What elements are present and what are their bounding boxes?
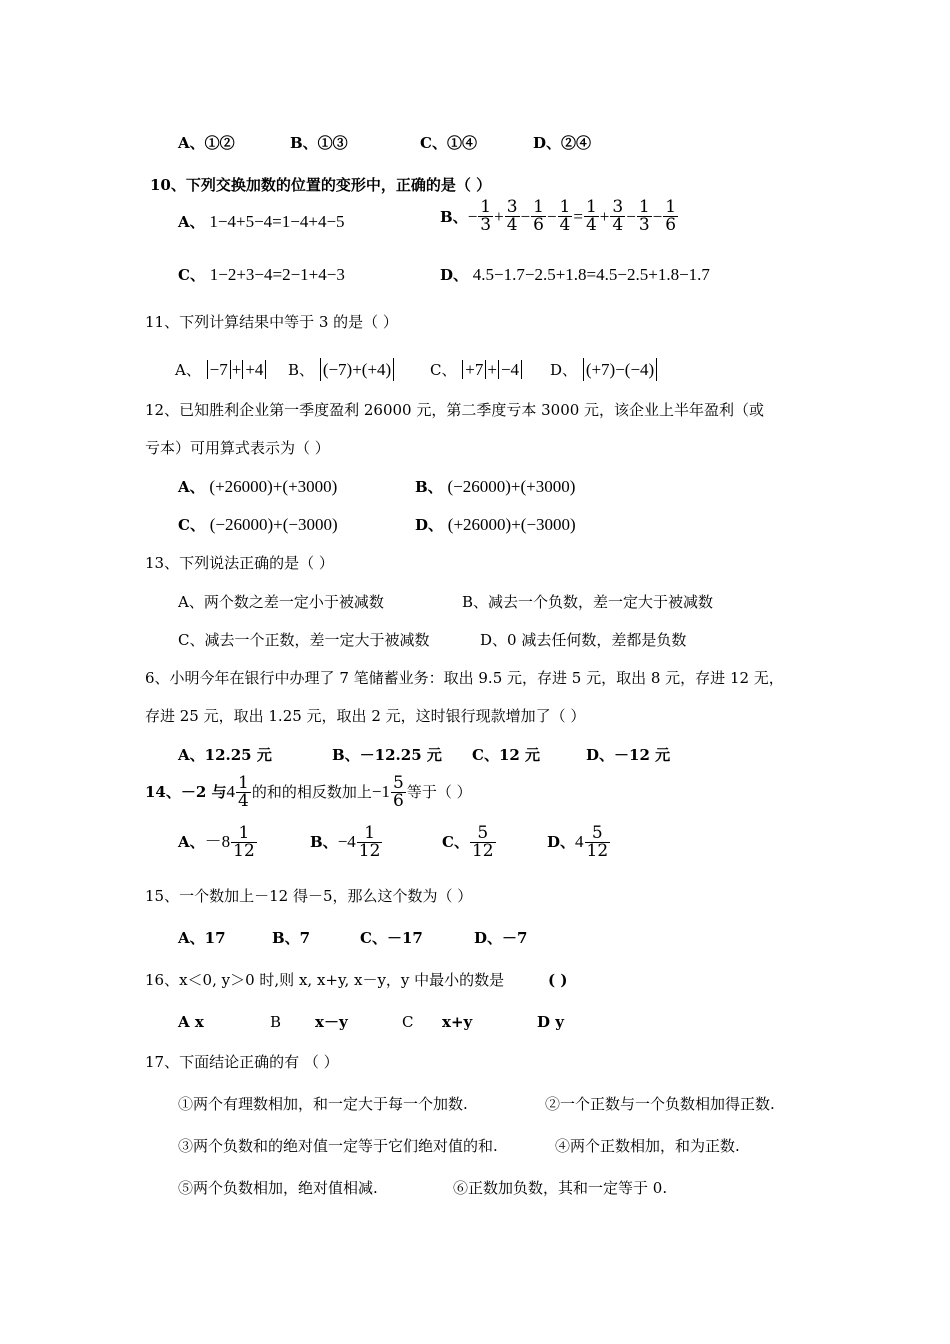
q16-option-b-label: B xyxy=(270,1013,282,1031)
q6-option-a: A、12.25 元 xyxy=(178,746,272,764)
q12-option-c xyxy=(178,515,338,535)
fraction-num: 5 xyxy=(470,825,496,843)
q10-option-b xyxy=(440,199,679,234)
q11-option-d xyxy=(550,360,658,380)
fraction xyxy=(584,199,599,234)
q14-stem xyxy=(145,770,472,814)
mixed-whole: －8 xyxy=(204,832,231,851)
q17-statement-6: ⑥正数加负数，其和一定等于 0. xyxy=(453,1179,668,1197)
mixed-number xyxy=(226,772,252,811)
q10-option-d xyxy=(440,265,710,285)
q6-stem-line1: 6、小明今年在银行中办理了 7 笔储蓄业务：取出 9.5 元，存进 5 元，取出 8 元，存进 12 无， xyxy=(145,669,784,687)
q12-stem-line2: 亏本）可用算式表示为（ ） xyxy=(145,439,330,457)
q10-option-b-label: B、 xyxy=(440,207,468,226)
abs-value: +7 xyxy=(462,360,486,379)
q6-option-b: B、－12.25 元 xyxy=(332,746,442,764)
abs-value: +4 xyxy=(242,360,266,379)
abs-value: (+7)−(−4) xyxy=(583,358,657,381)
q13-option-b: B、减去一个负数，差一定大于被减数 xyxy=(462,593,714,611)
q6-option-d: D、－12 元 xyxy=(586,746,671,764)
q12-option-a-label: A、 xyxy=(178,478,205,496)
fraction-num: 3 xyxy=(612,197,624,217)
fraction-num: 5 xyxy=(392,772,404,793)
q14-text-1: －2 与 xyxy=(180,783,227,801)
q14-option-d xyxy=(547,820,611,864)
q13-option-a: A、两个数之差一定小于被减数 xyxy=(178,593,384,611)
mixed-whole: −1 xyxy=(371,782,390,801)
fraction-den: 4 xyxy=(238,790,249,811)
fraction-den: 3 xyxy=(480,215,492,235)
q11-option-b xyxy=(288,360,395,380)
fraction-num: 1 xyxy=(559,197,571,217)
math-sign: − xyxy=(652,206,663,226)
q11-option-b-label: B、 xyxy=(288,361,315,379)
math-sign: + xyxy=(487,360,497,379)
fraction xyxy=(391,772,406,811)
q11-option-a-label: A、 xyxy=(175,361,201,379)
q16-option-a: A x xyxy=(178,1013,204,1031)
fraction xyxy=(505,199,520,234)
q17-statement-3: ③两个负数和的绝对值一定等于它们绝对值的和. xyxy=(178,1137,498,1155)
fraction-den: 4 xyxy=(559,215,571,235)
math-sign: + xyxy=(599,206,610,226)
q15-option-b: B、7 xyxy=(272,929,311,947)
q11-option-d-label: D、 xyxy=(550,361,578,379)
q15-stem: 15、一个数加上－12 得－5，那么这个数为（ ） xyxy=(145,887,473,905)
fraction-num: 1 xyxy=(231,825,257,843)
q12-option-b xyxy=(415,477,575,497)
q11-option-c xyxy=(430,360,523,380)
q14-option-c xyxy=(442,820,497,864)
q13-option-d: D、0 减去任何数，差都是负数 xyxy=(480,631,687,649)
fraction xyxy=(610,199,625,234)
abs-value: −7 xyxy=(207,360,231,379)
math-sign: − xyxy=(467,206,478,226)
fraction xyxy=(236,772,251,811)
fraction-den: 12 xyxy=(471,840,494,861)
math-sign: + xyxy=(231,360,242,379)
q6-option-c: C、12 元 xyxy=(472,746,541,764)
q17-statement-1: ①两个有理数相加，和一定大于每一个加数. xyxy=(178,1095,468,1113)
q12-option-c-expr: (−26000)+(−3000) xyxy=(209,515,338,534)
fraction-num: 1 xyxy=(585,197,597,217)
q12-option-a-expr: (+26000)+(+3000) xyxy=(209,477,338,496)
q10-option-c-expr: 1−2+3−4=2−1+4−3 xyxy=(209,265,345,284)
fraction-num: 1 xyxy=(638,197,650,217)
q17-statement-4: ④两个正数相加，和为正数. xyxy=(555,1137,740,1155)
mixed-whole: −4 xyxy=(337,832,356,851)
q16-option-b: x－y xyxy=(315,1013,348,1031)
q14-text-2: 的和的相反数加上 xyxy=(251,783,372,801)
fraction xyxy=(558,199,573,234)
fraction-den: 12 xyxy=(586,840,609,861)
q15-option-a: A、17 xyxy=(178,929,226,947)
q12-option-b-expr: (−26000)+(+3000) xyxy=(447,477,576,496)
fraction xyxy=(470,822,496,861)
q16-option-c: x+y xyxy=(442,1013,473,1031)
q12-option-b-label: B、 xyxy=(415,478,443,496)
q9-option-b: B、①③ xyxy=(290,134,348,152)
fraction-num: 1 xyxy=(238,772,249,793)
q10-option-a xyxy=(178,212,345,232)
fraction-num: 1 xyxy=(357,825,383,843)
fraction-den: 12 xyxy=(233,840,255,861)
q10-option-c xyxy=(178,265,345,285)
mixed-number xyxy=(371,772,407,811)
q10-option-c-label: C、 xyxy=(178,266,205,284)
q9-option-d: D、②④ xyxy=(533,134,592,152)
q12-stem-line1: 12、已知胜利企业第一季度盈利 26000 元，第二季度亏本 3000 元，该企业上半年盈利（或 xyxy=(145,401,765,419)
q12-option-a xyxy=(178,477,337,497)
fraction-num: 1 xyxy=(533,197,544,217)
math-sign: + xyxy=(494,206,504,226)
q10-option-a-expr: 1−4+5−4=1−4+4−5 xyxy=(209,212,345,231)
q13-stem: 13、下列说法正确的是（ ） xyxy=(145,554,334,572)
q14-option-b-label: B、 xyxy=(310,833,338,851)
fraction-den: 4 xyxy=(506,215,518,235)
q9-option-c: C、①④ xyxy=(420,134,477,152)
abs-value: (−7)+(+4) xyxy=(320,358,394,381)
fraction-den: 12 xyxy=(358,840,381,861)
fraction xyxy=(637,199,652,234)
fraction-den: 3 xyxy=(638,215,650,235)
q17-statement-2: ②一个正数与一个负数相加得正数. xyxy=(545,1095,775,1113)
q17-statement-5: ⑤两个负数相加，绝对值相减. xyxy=(178,1179,378,1197)
q12-option-d-expr: (+26000)+(−3000) xyxy=(447,515,576,534)
fraction xyxy=(357,822,383,861)
q15-option-d: D、－7 xyxy=(474,929,528,947)
q6-stem-line2: 存进 25 元，取出 1.25 元，取出 2 元，这时银行现款增加了（ ） xyxy=(145,707,586,725)
math-sign: − xyxy=(626,206,636,226)
math-sign: − xyxy=(546,206,557,226)
q10-stem: 10、下列交换加数的位置的变形中，正确的是（ ） xyxy=(150,176,492,194)
fraction-num: 3 xyxy=(506,197,518,217)
q14-option-d-label: D、 xyxy=(547,833,576,851)
q12-option-c-label: C、 xyxy=(178,516,205,534)
q13-option-c: C、减去一个正数，差一定大于被减数 xyxy=(178,631,430,649)
q16-answer-paren: ( ) xyxy=(548,971,568,989)
q11-option-a xyxy=(175,360,267,380)
math-sign: = xyxy=(573,206,583,226)
fraction xyxy=(663,199,678,234)
mixed-whole: 4 xyxy=(226,782,236,801)
q14-option-c-label: C、 xyxy=(442,833,469,851)
q16-option-d: D y xyxy=(537,1013,564,1031)
fraction-den: 6 xyxy=(392,790,404,811)
fraction-den: 6 xyxy=(665,215,677,235)
q12-option-d xyxy=(415,515,576,535)
fraction-den: 4 xyxy=(612,215,624,235)
q15-option-c: C、－17 xyxy=(360,929,423,947)
q10-option-d-label: D、 xyxy=(440,266,469,284)
math-sign: − xyxy=(520,206,531,226)
q12-option-d-label: D、 xyxy=(415,516,444,534)
q11-stem: 11、下列计算结果中等于 3 的是（ ） xyxy=(145,313,398,331)
q14-number: 14、 xyxy=(145,783,181,801)
q17-stem: 17、下面结论正确的有 （ ） xyxy=(145,1053,339,1071)
fraction xyxy=(531,199,546,234)
fraction-den: 6 xyxy=(533,215,544,235)
mixed-whole: 4 xyxy=(575,832,584,851)
fraction xyxy=(585,822,611,861)
fraction-num: 1 xyxy=(665,197,677,217)
q9-option-a: A、①② xyxy=(178,134,235,152)
q14-option-b xyxy=(310,820,383,864)
q14-text-3: 等于（ ） xyxy=(406,783,472,801)
fraction-num: 5 xyxy=(585,825,611,843)
q10-option-d-expr: 4.5−1.7−2.5+1.8=4.5−2.5+1.8−1.7 xyxy=(472,265,710,284)
abs-value: −4 xyxy=(498,360,522,379)
fraction xyxy=(231,822,257,861)
q11-option-c-label: C、 xyxy=(430,361,457,379)
q16-stem: 16、x＜0, y＞0 时,则 x, x+y, x－y，y 中最小的数是 xyxy=(145,971,505,989)
fraction-num: 1 xyxy=(480,197,492,217)
fraction xyxy=(478,199,493,234)
q14-option-a-label: A、 xyxy=(178,833,205,851)
fraction-den: 4 xyxy=(585,215,597,235)
q16-option-c-label: C xyxy=(402,1013,414,1031)
q10-option-a-label: A、 xyxy=(178,213,205,231)
q14-option-a xyxy=(178,820,258,864)
